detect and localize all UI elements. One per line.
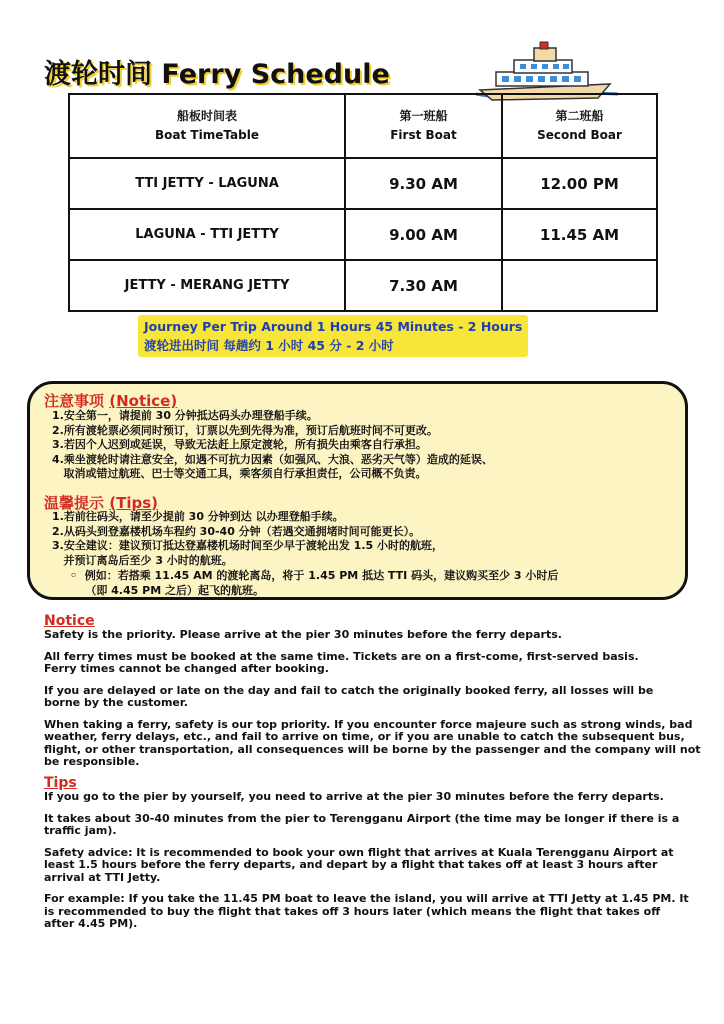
- second-boat-time: [502, 260, 657, 311]
- journey-duration-banner: [138, 315, 528, 357]
- list-item: 3.若因个人迟到或延误，导致无法赶上原定渡轮，所有损失由乘客自行承担。: [52, 438, 427, 451]
- column-header: 第一班船 First Boat: [345, 94, 502, 158]
- page-title: 渡轮时间 Ferry Schedule: [44, 59, 390, 90]
- list-item: 1.若前往码头，请至少提前 30 分钟到达 以办理登船手续。: [52, 510, 344, 523]
- tips-heading-en: Tips: [44, 775, 77, 791]
- table-row: [69, 158, 657, 209]
- tips-example-zh: ◦ 例如：若搭乘 11.45 AM 的渡轮离岛，将于 1.45 PM 抵达 TTI 码头，建议购买至少 3 小时后 （即 4.45 PM 之后）起飞的航班。: [70, 569, 559, 597]
- notice-paragraph: All ferry times must be booked at the same time. Tickets are on a first-come, first-served basis. Ferry times cannot be changed after booking.: [44, 649, 639, 675]
- column-header: 第二班船 Second Boar: [502, 94, 657, 158]
- tips-heading-zh: 温馨提示 (Tips): [44, 494, 158, 512]
- route-cell: JETTY - MERANG JETTY: [69, 260, 345, 311]
- list-item: 1.安全第一，请提前 30 分钟抵达码头办理登船手续。: [52, 409, 318, 422]
- column-header: 船板时间表 Boat TimeTable: [69, 94, 345, 158]
- tips-paragraph: For example: If you take the 11.45 PM boat to leave the island, you will arrive at TTI Jetty at 1.45 PM. It is recommended to buy the flight that takes off 3 hours later (which means the flight that takes off after 4.45 PM).: [44, 892, 689, 930]
- first-boat-time: 9.00 AM: [345, 209, 502, 260]
- second-boat-time: 11.45 AM: [502, 209, 657, 260]
- list-item: 2.从码头到登嘉楼机场车程约 30-40 分钟（若遇交通拥堵时间可能更长）。: [52, 524, 421, 538]
- notice-paragraph: Safety is the priority. Please arrive at the pier 30 minutes before the ferry departs.: [44, 628, 562, 641]
- notice-section-en: [44, 614, 706, 778]
- table-header-row: [69, 94, 657, 158]
- list-item: 3.安全建议：建议预订抵达登嘉楼机场时间至少早于渡轮出发 1.5 小时的航班， 并预订离岛后至少 3 小时的航班。: [52, 539, 443, 567]
- notice-paragraph: If you are delayed or late on the day and fail to catch the originally booked ferry, all losses will be borne by the customer.: [44, 683, 654, 709]
- first-boat-time: 7.30 AM: [345, 260, 502, 311]
- journey-duration-en: Journey Per Trip Around 1 Hours 45 Minutes - 2 Hours: [144, 319, 523, 334]
- first-boat-time: 9.30 AM: [345, 158, 502, 209]
- table-row: [69, 260, 657, 311]
- tips-list-zh: [52, 510, 652, 568]
- notice-list-zh: [52, 409, 652, 482]
- tips-paragraph: If you go to the pier by yourself, you need to arrive at the pier 30 minutes before the ferry departs.: [44, 790, 664, 803]
- list-item: 4.乘坐渡轮时请注意安全，如遇不可抗力因素（如强风、大浪、恶劣天气等）造成的延误、 取消或错过航班、巴士等交通工具，乘客须自行承担责任，公司概不负责。: [52, 452, 493, 480]
- table-row: [69, 209, 657, 260]
- notice-heading-en: Notice: [44, 613, 95, 629]
- route-cell: TTI JETTY - LAGUNA: [69, 158, 345, 209]
- journey-duration-zh: 渡轮进出时间 每趟约 1 小时 45 分 - 2 小时: [144, 338, 394, 353]
- tips-paragraph: It takes about 30-40 minutes from the pier to Terengganu Airport (the time may be longer if there is a traffic jam).: [44, 811, 680, 837]
- schedule-table: [68, 93, 658, 312]
- list-item: 2.所有渡轮票必须同时预订，订票以先到先得为准，预订后航班时间不可更改。: [52, 423, 438, 437]
- route-cell: LAGUNA - TTI JETTY: [69, 209, 345, 260]
- tips-paragraph: Safety advice: It is recommended to book your own flight that arrives at Kuala Terengganu Airport at least 1.5 hours before the ferry departs, and depart by a flight that takes off at least 3 hours after arrival at TTI Jetty.: [44, 845, 674, 884]
- second-boat-time: 12.00 PM: [502, 158, 657, 209]
- tips-section-en: [44, 776, 706, 940]
- notice-paragraph: When taking a ferry, safety is our top priority. If you encounter force majeure such as strong winds, bad weather, ferry delays, etc., and fail to arrive on time, or if you are unable to catch the subsequent bus, flight, or other transportation, all consequences will be borne by the passenger and the company will not be responsible.: [44, 717, 701, 768]
- notice-heading-zh: 注意事项 (Notice): [44, 392, 178, 410]
- notice-box-chinese: [27, 381, 688, 600]
